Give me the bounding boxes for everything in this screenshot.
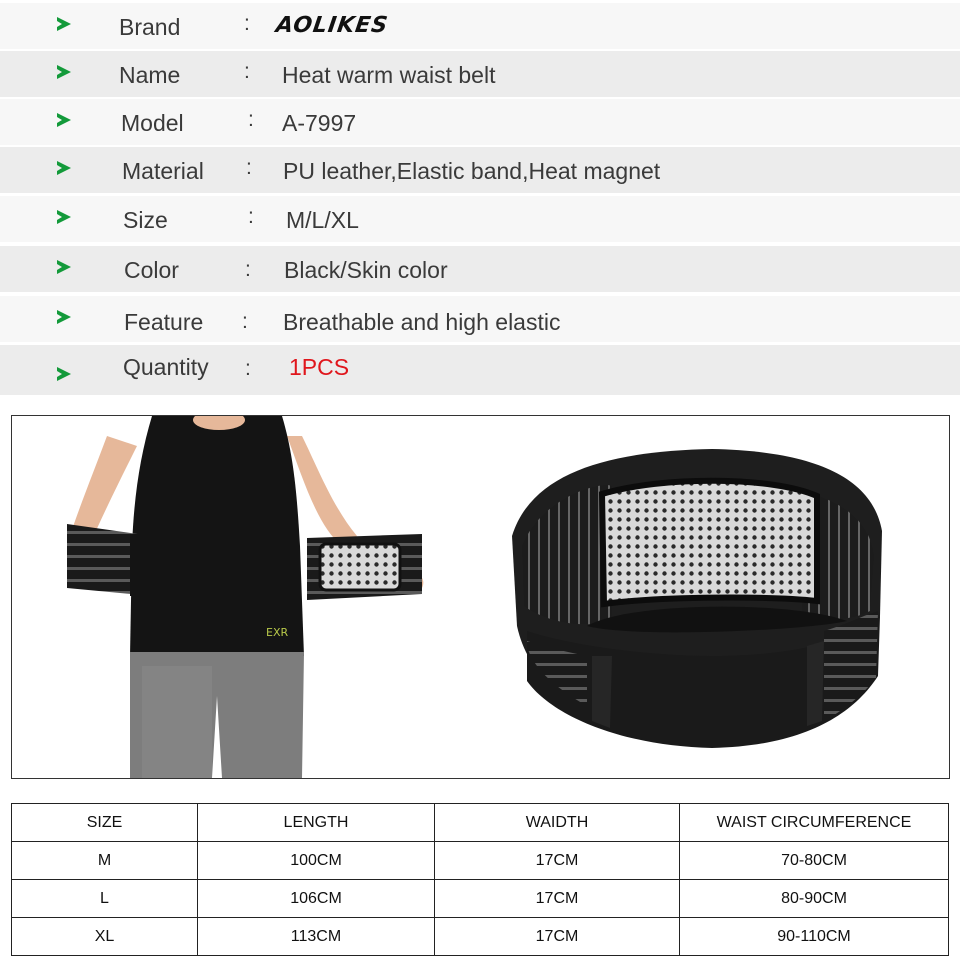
- spec-colon: :: [245, 357, 251, 380]
- arrow-icon: [57, 367, 71, 381]
- spec-row-model: [0, 99, 960, 145]
- table-header-cell: WAIDTH: [435, 804, 680, 842]
- spec-colon: :: [245, 258, 251, 281]
- table-row: [12, 842, 949, 880]
- spec-value: A-7997: [282, 110, 357, 136]
- shirt-logo: EXR: [266, 626, 289, 639]
- table-cell: 100CM: [198, 842, 435, 880]
- spec-colon: :: [248, 108, 254, 131]
- spec-value: Black/Skin color: [284, 257, 448, 283]
- arrow-icon: [57, 310, 71, 324]
- spec-value-highlight: 1PCS: [289, 354, 350, 380]
- spec-row-quantity: [0, 345, 960, 395]
- spec-row-feature: [0, 296, 960, 342]
- table-cell: 17CM: [435, 880, 680, 918]
- table-row: [12, 880, 949, 918]
- spec-label: Material: [122, 158, 204, 184]
- table-row: [12, 918, 949, 956]
- product-photos: [12, 416, 949, 778]
- spec-label: Quantity: [123, 354, 209, 380]
- spec-value: Heat warm waist belt: [282, 62, 496, 88]
- spec-value: Breathable and high elastic: [283, 309, 561, 335]
- spec-row-brand: [0, 3, 960, 49]
- model-photo: [67, 416, 423, 778]
- spec-colon: :: [248, 205, 254, 228]
- spec-label: Color: [124, 257, 179, 283]
- table-cell: 70-80CM: [680, 842, 949, 880]
- brand-logo: AOLIKES: [274, 13, 390, 38]
- arrow-icon: [57, 210, 71, 224]
- spec-colon: :: [244, 60, 250, 83]
- spec-row-material: [0, 147, 960, 193]
- spec-label: Model: [121, 110, 184, 136]
- table-cell: 113CM: [198, 918, 435, 956]
- spec-row-name: [0, 51, 960, 97]
- spec-value: PU leather,Elastic band,Heat magnet: [283, 158, 661, 184]
- table-cell: M: [12, 842, 198, 880]
- spec-value: M/L/XL: [286, 207, 359, 233]
- table-header-cell: SIZE: [12, 804, 198, 842]
- spec-label: Feature: [124, 309, 204, 335]
- table-cell: 17CM: [435, 918, 680, 956]
- spec-colon: :: [242, 310, 248, 333]
- table-cell: L: [12, 880, 198, 918]
- product-photo-panel: [11, 415, 950, 779]
- arrow-icon: [57, 260, 71, 274]
- spec-row-size: [0, 196, 960, 242]
- arrow-icon: [57, 113, 71, 127]
- arrow-icon: [57, 65, 71, 79]
- spec-label: Brand: [119, 14, 181, 40]
- spec-colon: :: [244, 12, 250, 35]
- spec-label: Size: [123, 207, 168, 233]
- arrow-icon: [57, 17, 71, 31]
- table-cell: 106CM: [198, 880, 435, 918]
- table-header-row: [12, 804, 949, 842]
- spec-label: Name: [119, 62, 181, 88]
- table-cell: 90-110CM: [680, 918, 949, 956]
- table-cell: 17CM: [435, 842, 680, 880]
- arrow-icon: [57, 161, 71, 175]
- table-cell: XL: [12, 918, 198, 956]
- table-header-cell: WAIST CIRCUMFERENCE: [680, 804, 949, 842]
- table-header-cell: LENGTH: [198, 804, 435, 842]
- table-cell: 80-90CM: [680, 880, 949, 918]
- size-table: [11, 803, 949, 956]
- spec-row-color: [0, 246, 960, 292]
- spec-colon: :: [246, 156, 252, 179]
- belt-photo: [512, 449, 882, 748]
